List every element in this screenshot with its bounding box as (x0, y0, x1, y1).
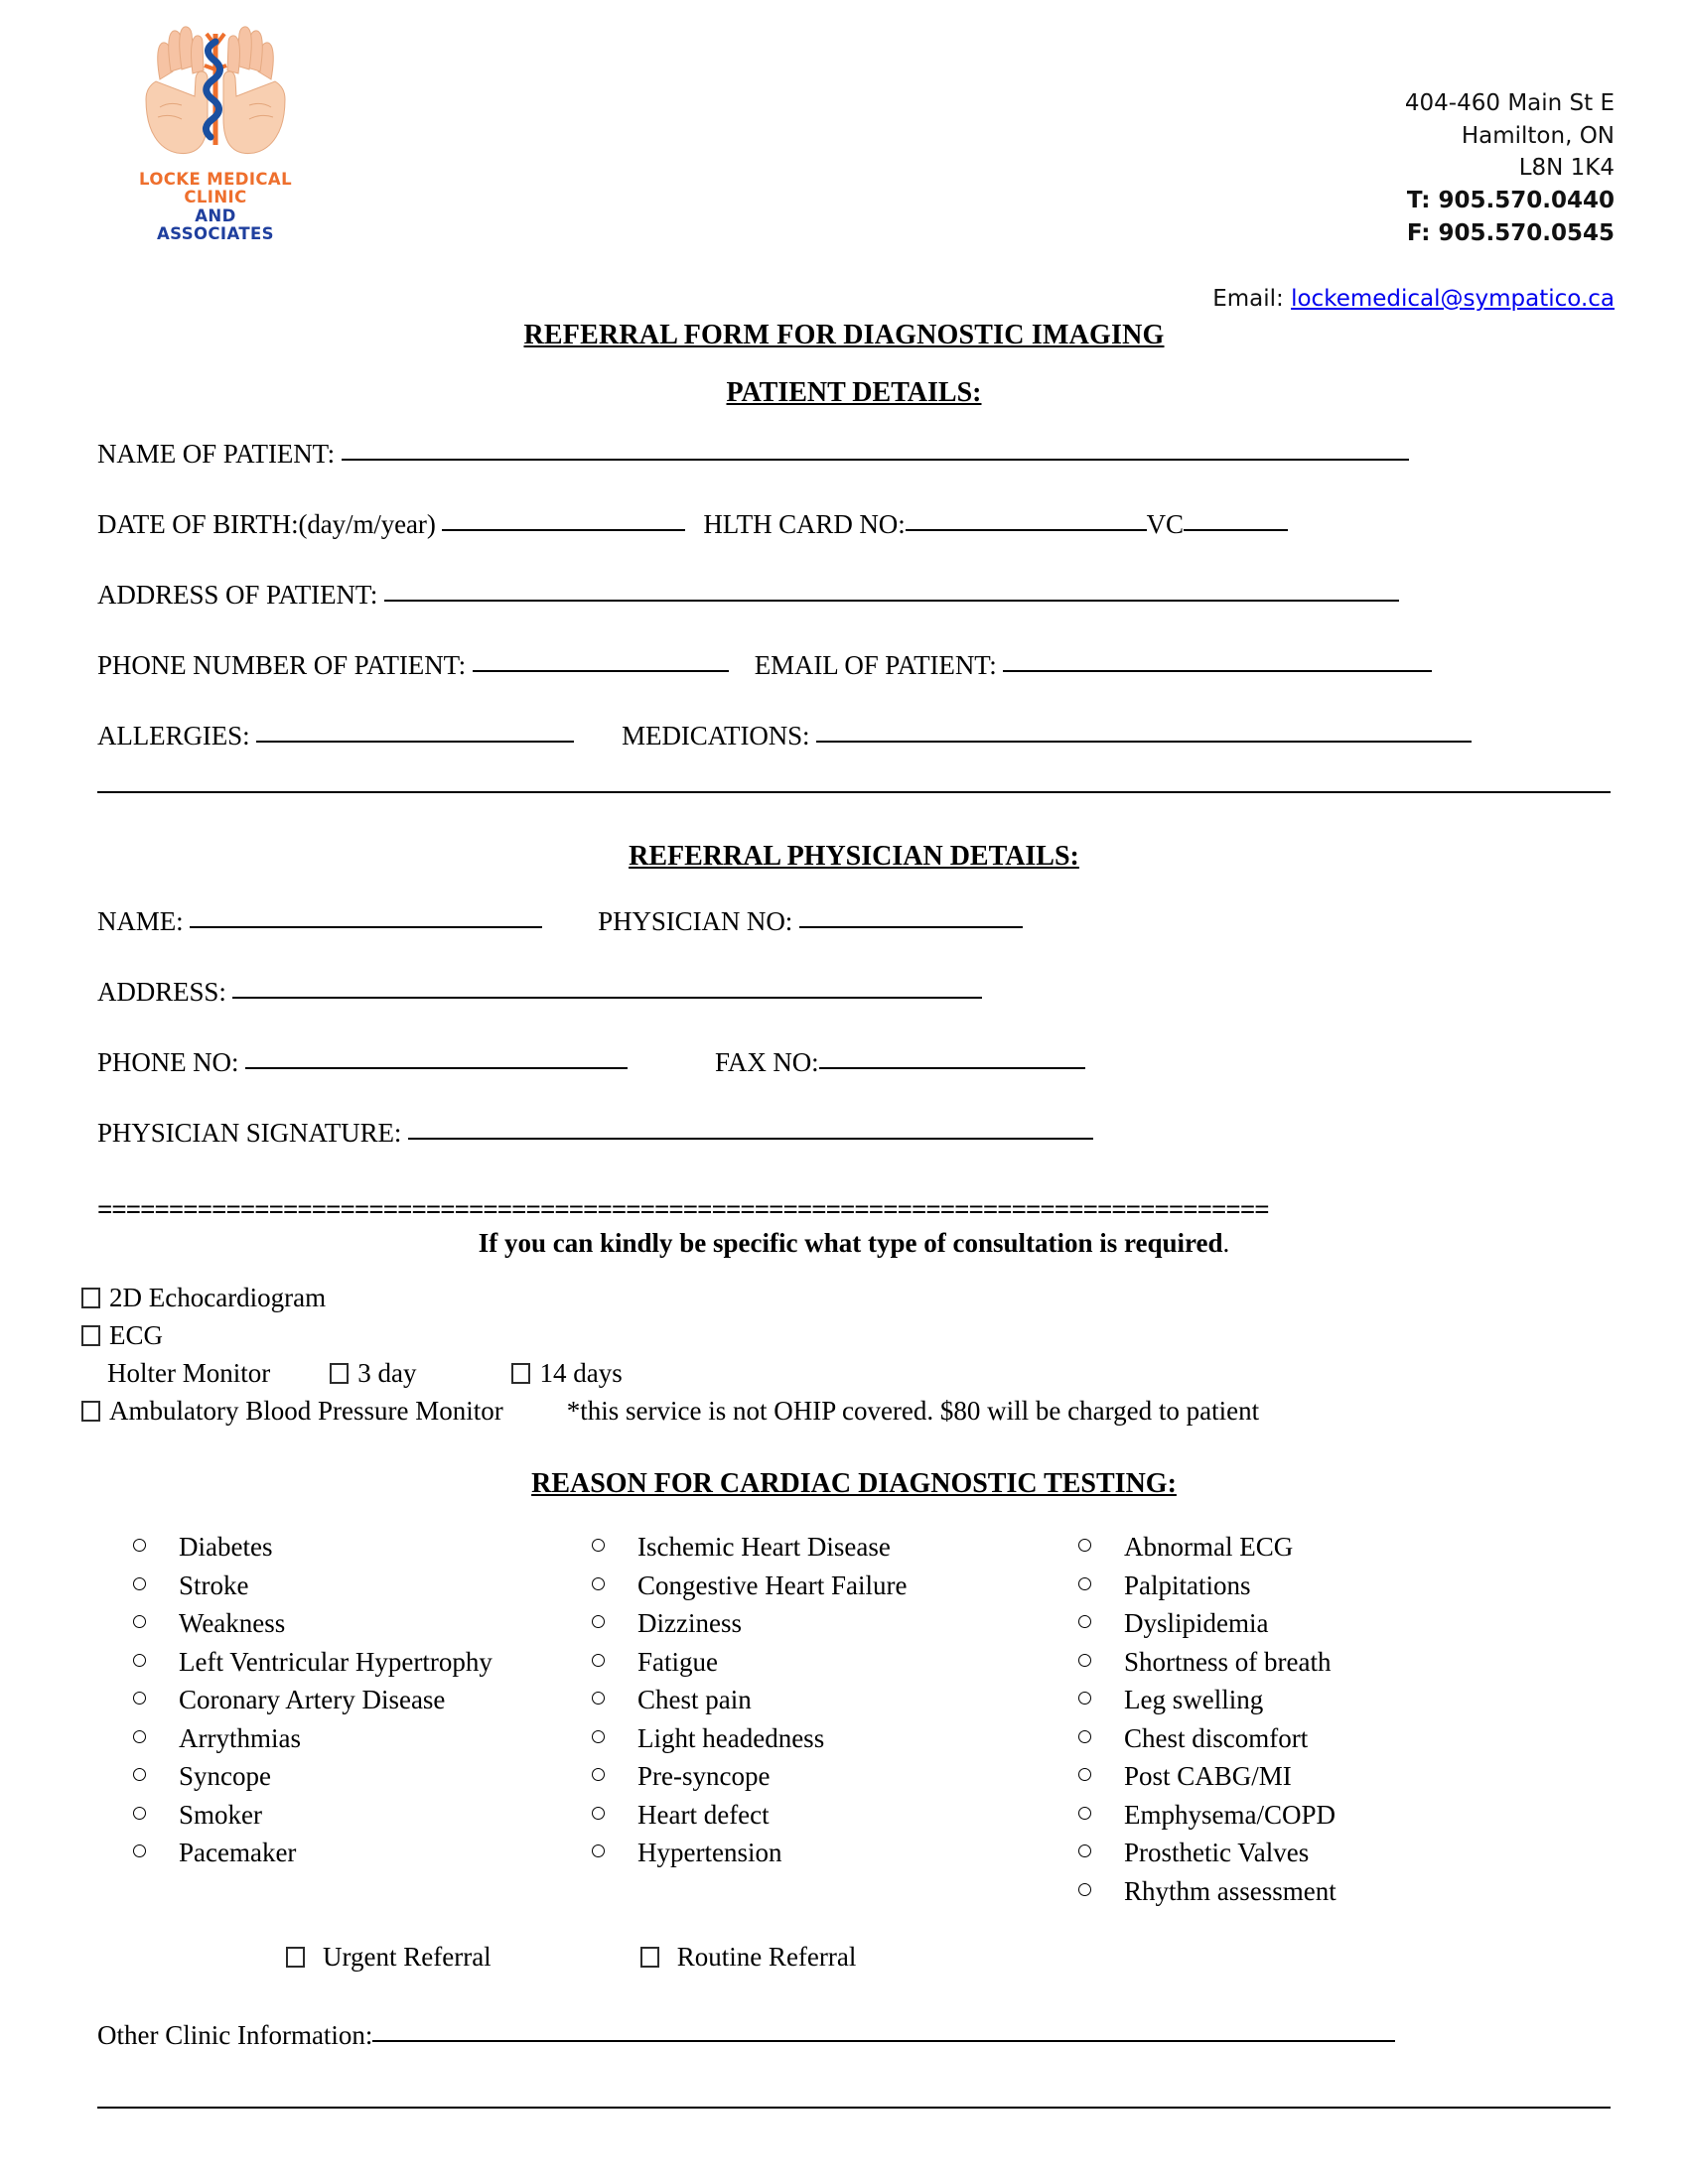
checkbox-2d-echo[interactable] (81, 1288, 100, 1308)
patient-address-label: ADDRESS OF PATIENT: (97, 580, 384, 610)
reason-label: Palpitations (1124, 1570, 1251, 1600)
reason-label: Leg swelling (1124, 1685, 1264, 1714)
address-line-2: Hamilton, ON (1461, 122, 1615, 149)
consultation-note-bold: If you can kindly be specific what type of consultation is required (478, 1228, 1223, 1258)
list-item[interactable] (1078, 1646, 1495, 1677)
reason-label: Abnormal ECG (1124, 1532, 1294, 1562)
logo-line-2: CLINIC (184, 188, 247, 207)
physician-signature-label: PHYSICIAN SIGNATURE: (97, 1118, 408, 1148)
reason-column-3 (1078, 1534, 1495, 1916)
list-item[interactable] (592, 1763, 1078, 1790)
physician-name-row (97, 906, 1611, 935)
physician-phone-row (97, 1047, 1611, 1076)
physician-address-row (97, 977, 1611, 1006)
list-item[interactable] (592, 1572, 1078, 1599)
circle-bullet-icon (133, 1577, 146, 1590)
list-item[interactable] (1078, 1572, 1495, 1599)
holter-14-days-label: 14 days (539, 1358, 623, 1388)
reason-label: Dizziness (637, 1608, 742, 1638)
allergies-input[interactable] (256, 721, 574, 743)
consultation-note (97, 1228, 1611, 1259)
circle-bullet-icon (592, 1654, 605, 1667)
patient-allergies-row (97, 721, 1611, 750)
circle-bullet-icon (133, 1844, 146, 1857)
other-clinic-info-label: Other Clinic Information: (97, 2020, 373, 2050)
medications-input[interactable] (816, 721, 1472, 743)
reason-column-1 (133, 1534, 592, 1916)
circle-bullet-icon (592, 1730, 605, 1743)
circle-bullet-icon (133, 1539, 146, 1552)
physician-no-input[interactable] (799, 906, 1023, 928)
patient-email-label: EMAIL OF PATIENT: (754, 650, 1004, 680)
physician-name-label: NAME: (97, 906, 191, 936)
reason-label: Chest pain (637, 1685, 752, 1714)
circle-bullet-icon (133, 1807, 146, 1820)
circle-bullet-icon (1078, 1807, 1091, 1820)
reason-label: Smoker (179, 1799, 262, 1830)
physician-signature-row (97, 1118, 1611, 1147)
circle-bullet-icon (133, 1768, 146, 1781)
clinic-logo (111, 22, 320, 244)
patient-name-input[interactable] (342, 439, 1409, 461)
patient-phone-row (97, 650, 1611, 679)
consultation-options (81, 1285, 1611, 1425)
clinic-email-row (1212, 286, 1615, 312)
reason-label: Chest discomfort (1124, 1722, 1309, 1753)
reason-heading-text: REASON FOR CARDIAC DIAGNOSTIC TESTING: (531, 1468, 1177, 1499)
reason-heading (97, 1468, 1611, 1500)
holter-label: Holter Monitor (107, 1358, 271, 1388)
reason-columns (133, 1534, 1611, 1916)
list-item[interactable] (1078, 1763, 1495, 1790)
list-item[interactable] (1078, 1534, 1495, 1561)
form-body (97, 377, 1611, 2116)
email-label: Email: (1212, 286, 1292, 312)
list-item[interactable] (592, 1799, 1078, 1830)
referral-type-row (286, 1942, 1611, 1973)
form-header (0, 0, 1688, 312)
other-clinic-info-row (97, 2020, 1611, 2051)
option-2d-echo-row[interactable] (81, 1285, 1611, 1311)
circle-bullet-icon (1078, 1654, 1091, 1667)
circle-bullet-icon (1078, 1577, 1091, 1590)
physician-address-label: ADDRESS: (97, 977, 233, 1007)
patient-dob-input[interactable] (442, 509, 685, 531)
bottom-divider (97, 2107, 1611, 2109)
patient-phone-input[interactable] (473, 650, 729, 672)
reason-label: Heart defect (637, 1799, 770, 1830)
reason-label: Post CABG/MI (1124, 1761, 1292, 1791)
logo-line-1: LOCKE MEDICAL (139, 170, 292, 189)
consultation-note-end: . (1222, 1228, 1230, 1258)
clinic-fax: F: 905.570.0545 (1406, 219, 1615, 246)
list-item[interactable] (1078, 1875, 1495, 1906)
physician-fax-input[interactable] (819, 1047, 1085, 1069)
urgent-referral-label: Urgent Referral (323, 1942, 492, 1972)
circle-bullet-icon (1078, 1844, 1091, 1857)
circle-bullet-icon (592, 1768, 605, 1781)
vc-input[interactable] (1184, 509, 1288, 531)
list-item[interactable] (592, 1687, 1078, 1713)
reason-label: Fatigue (637, 1646, 718, 1677)
reason-label: Shortness of breath (1124, 1646, 1332, 1677)
circle-bullet-icon (133, 1654, 146, 1667)
circle-bullet-icon (1078, 1539, 1091, 1552)
patient-email-input[interactable] (1003, 650, 1432, 672)
list-item[interactable] (133, 1722, 592, 1753)
reason-label: Diabetes (179, 1532, 273, 1562)
clinic-address-block (1405, 87, 1615, 249)
reason-label: Prosthetic Valves (1124, 1838, 1310, 1867)
list-item[interactable] (133, 1840, 592, 1866)
reason-label: Emphysema/COPD (1124, 1799, 1336, 1830)
checkbox-holter-14-days[interactable] (511, 1363, 530, 1384)
physician-details-heading-text: REFERRAL PHYSICIAN DETAILS: (629, 841, 1079, 872)
other-clinic-info-input[interactable] (372, 2020, 1395, 2042)
address-line-3: L8N 1K4 (1518, 155, 1615, 182)
routine-referral-label: Routine Referral (676, 1942, 857, 1972)
holter-3-day-label: 3 day (357, 1358, 417, 1388)
circle-bullet-icon (592, 1539, 605, 1552)
list-item[interactable] (1078, 1840, 1495, 1866)
hands-caduceus-icon (116, 22, 315, 171)
list-item[interactable] (1078, 1722, 1495, 1753)
reason-label: Pre-syncope (637, 1761, 771, 1791)
option-ambulatory-bp-row (81, 1398, 1611, 1425)
list-item[interactable] (133, 1534, 592, 1561)
list-item[interactable] (133, 1763, 592, 1790)
clinic-phone: T: 905.570.0440 (1406, 187, 1615, 213)
circle-bullet-icon (592, 1807, 605, 1820)
medications-label: MEDICATIONS: (622, 721, 817, 751)
list-item[interactable] (1078, 1687, 1495, 1713)
reason-label: Syncope (179, 1761, 271, 1791)
patient-section-divider (97, 791, 1611, 793)
allergies-label: ALLERGIES: (97, 721, 257, 751)
list-item[interactable] (592, 1610, 1078, 1637)
reason-label: Dyslipidemia (1124, 1608, 1269, 1638)
list-item[interactable] (592, 1646, 1078, 1677)
circle-bullet-icon (1078, 1768, 1091, 1781)
patient-details-heading (97, 377, 1611, 409)
physician-name-input[interactable] (190, 906, 542, 928)
checkbox-holter-3-day[interactable] (330, 1363, 349, 1384)
list-item[interactable] (1078, 1799, 1495, 1830)
reason-label: Pacemaker (179, 1838, 297, 1867)
list-item[interactable] (133, 1572, 592, 1599)
reason-label: Ischemic Heart Disease (637, 1532, 891, 1562)
page-title (0, 320, 1688, 351)
circle-bullet-icon (133, 1615, 146, 1628)
patient-dob-label: DATE OF BIRTH:(day/m/year) (97, 509, 443, 539)
patient-phone-label: PHONE NUMBER OF PATIENT: (97, 650, 473, 680)
reason-label: Left Ventricular Hypertrophy (179, 1646, 492, 1677)
reason-label: Hypertension (637, 1838, 782, 1867)
reason-column-2 (592, 1534, 1078, 1916)
hlth-card-label: HLTH CARD NO: (703, 509, 906, 539)
circle-bullet-icon (1078, 1615, 1091, 1628)
reason-label: Weakness (179, 1608, 286, 1638)
ambulatory-bp-label: Ambulatory Blood Pressure Monitor (109, 1396, 503, 1426)
reason-label: Congestive Heart Failure (637, 1570, 908, 1600)
option-holter-row (107, 1360, 1611, 1387)
reason-label: Rhythm assessment (1124, 1875, 1336, 1906)
address-line-1: 404-460 Main St E (1404, 90, 1615, 116)
physician-phone-label: PHONE NO: (97, 1047, 246, 1077)
reason-label: Stroke (179, 1570, 249, 1600)
physician-address-input[interactable] (232, 977, 982, 999)
equals-divider: ================================================================================== (97, 1194, 1269, 1224)
physician-phone-input[interactable] (245, 1047, 628, 1069)
vc-label: VC (1146, 509, 1184, 539)
circle-bullet-icon (1078, 1730, 1091, 1743)
patient-details-heading-text: PATIENT DETAILS: (726, 377, 982, 408)
clinic-email-link[interactable]: lockemedical@sympatico.ca (1291, 286, 1615, 312)
physician-fax-label: FAX NO: (715, 1047, 819, 1077)
circle-bullet-icon (592, 1615, 605, 1628)
checkbox-routine-referral[interactable] (640, 1947, 659, 1968)
logo-line-3: AND (195, 205, 236, 225)
list-item[interactable] (133, 1610, 592, 1637)
list-item[interactable] (133, 1687, 592, 1713)
circle-bullet-icon (592, 1692, 605, 1705)
circle-bullet-icon (1078, 1883, 1091, 1896)
list-item[interactable] (133, 1799, 592, 1830)
list-item[interactable] (592, 1722, 1078, 1753)
patient-dob-row (97, 509, 1611, 538)
physician-no-label: PHYSICIAN NO: (598, 906, 799, 936)
logo-line-4: ASSOCIATES (157, 224, 274, 244)
patient-address-input[interactable] (384, 580, 1399, 602)
reason-label: Arrythmias (179, 1722, 301, 1753)
option-2d-echo-label: 2D Echocardiogram (109, 1283, 327, 1312)
reason-label: Coronary Artery Disease (179, 1685, 446, 1714)
circle-bullet-icon (592, 1844, 605, 1857)
patient-name-row (97, 439, 1611, 468)
physician-details-heading (97, 841, 1611, 873)
ambulatory-bp-note: *this service is not OHIP covered. $80 will be charged to patient (566, 1396, 1260, 1426)
checkbox-urgent-referral[interactable] (286, 1947, 305, 1968)
reason-label: Light headedness (637, 1722, 825, 1753)
option-ecg-label: ECG (109, 1320, 163, 1350)
circle-bullet-icon (133, 1692, 146, 1705)
page-title-text: REFERRAL FORM FOR DIAGNOSTIC IMAGING (523, 320, 1165, 350)
patient-address-row (97, 580, 1611, 609)
circle-bullet-icon (592, 1577, 605, 1590)
list-item[interactable] (592, 1534, 1078, 1561)
hlth-card-input[interactable] (906, 509, 1147, 531)
circle-bullet-icon (1078, 1692, 1091, 1705)
list-item[interactable] (133, 1646, 592, 1677)
option-ecg-row[interactable] (81, 1322, 1611, 1349)
checkbox-ecg[interactable] (81, 1325, 100, 1346)
physician-signature-input[interactable] (408, 1118, 1093, 1140)
patient-name-label: NAME OF PATIENT: (97, 439, 342, 469)
list-item[interactable] (592, 1840, 1078, 1866)
circle-bullet-icon (133, 1730, 146, 1743)
list-item[interactable] (1078, 1610, 1495, 1637)
checkbox-ambulatory-bp[interactable] (81, 1401, 100, 1422)
